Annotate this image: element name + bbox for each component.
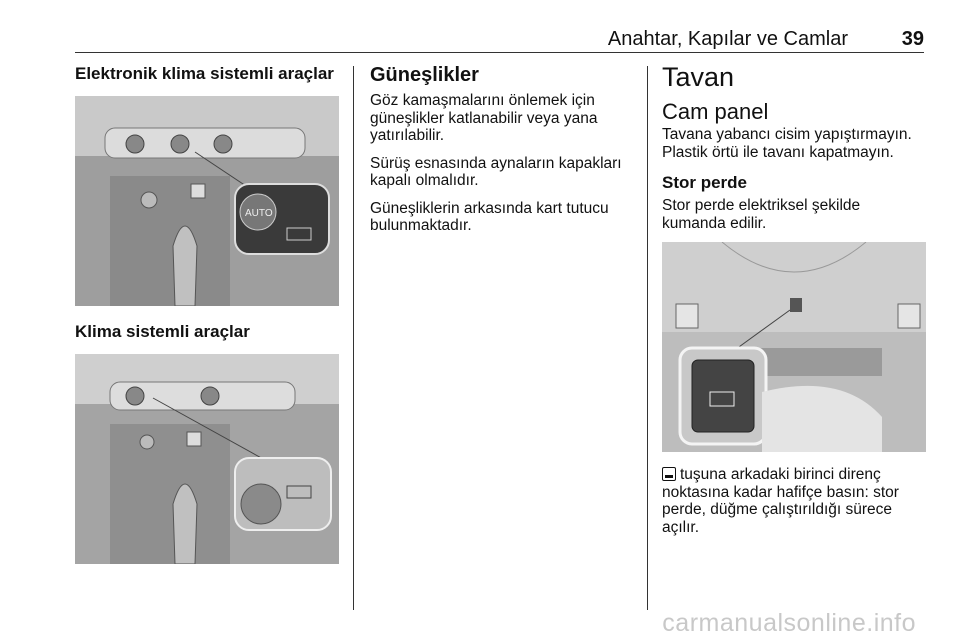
column-right — [662, 60, 926, 546]
header-rule — [75, 52, 924, 53]
section-title-roof: Tavan — [662, 62, 735, 92]
watermark: carmanualsonline.info — [662, 609, 916, 637]
photo-climate-console — [75, 354, 339, 564]
instruction-text: tuşuna arkadaki birinci direnç noktasına kadar hafifçe basın: stor perde, düğme çalıştırıldığı sürece açılır. — [662, 466, 899, 536]
column-middle — [370, 62, 638, 245]
photo-sunblind-switch — [662, 242, 926, 452]
shade-button-icon — [662, 467, 676, 481]
paragraph-sunblind: Stor perde elektriksel şekilde kumanda edilir. — [662, 197, 861, 232]
paragraph-sunvisor-1: Göz kamaşmalarını önlemek için güneşlikler katlanabilir veya yana yatırılabilir. — [370, 92, 598, 144]
auto-label: AUTO — [245, 208, 273, 219]
paragraph-sunblind-instruction — [662, 466, 926, 536]
subsection-title-sunblind: Stor perde — [662, 173, 748, 192]
section-heading-climate: Klima sistemli araçlar — [75, 322, 250, 341]
section-title-sunvisors: Güneşlikler — [370, 64, 479, 86]
photo-electronic-climate-console — [75, 96, 339, 306]
paragraph-glass-panel: Tavana yabancı cisim yapıştırmayın. Plastik örtü ile tavanı kapatmayın. — [662, 126, 912, 161]
header-title: Anahtar, Kapılar ve Camlar — [607, 28, 848, 50]
column-left — [75, 62, 339, 564]
column-divider-1 — [353, 66, 354, 610]
subsection-title-glass-panel: Cam panel — [662, 99, 769, 124]
paragraph-sunvisor-2: Sürüş esnasında aynaların kapakları kapalı olmalıdır. — [370, 154, 622, 189]
paragraph-sunvisor-3: Güneşliklerin arkasında kart tutucu bulunmaktadır. — [370, 199, 609, 234]
column-divider-2 — [647, 66, 648, 610]
section-heading-electronic-climate: Elektronik klima sistemli araçlar — [75, 64, 334, 83]
page-number: 39 — [901, 28, 924, 50]
